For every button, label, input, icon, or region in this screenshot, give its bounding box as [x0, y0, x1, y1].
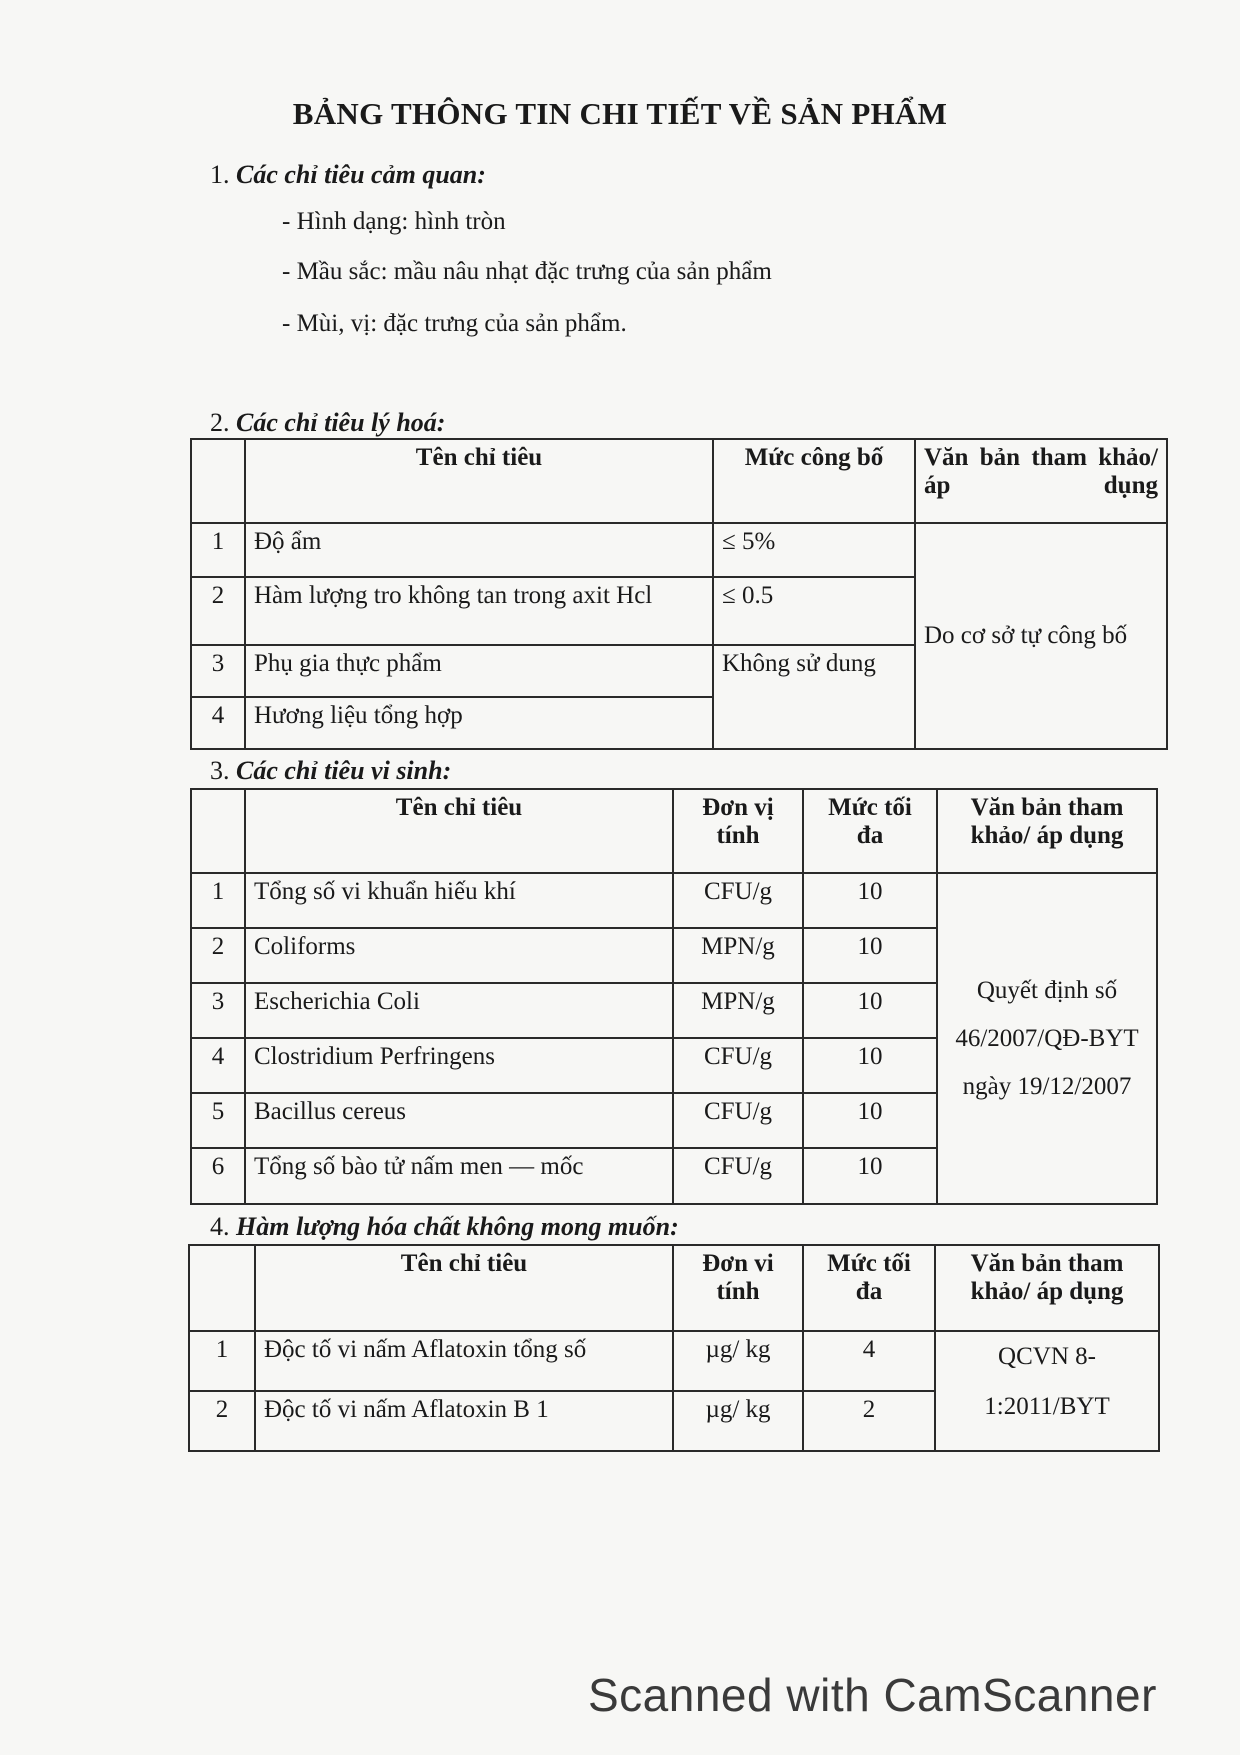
reference-cell: Do cơ sở tự công bố — [915, 523, 1167, 749]
table-row: 3 Phụ gia thực phẩm Không sử dung — [191, 645, 1167, 697]
col-name: Tên chỉ tiêu — [245, 439, 713, 523]
table-row: 2 Hàm lượng tro không tan trong axit Hcl ≤ 0.5 — [191, 577, 1167, 645]
table-row: 6 Tổng số bào tử nấm men — mốc CFU/g 10 — [191, 1148, 1157, 1204]
col-reference: Văn bản tham khảo/ áp dụng — [924, 444, 1158, 499]
table-header-row — [191, 789, 1157, 873]
col-level: Mức công bố — [713, 439, 915, 523]
microbiological-table — [190, 788, 1158, 1205]
sensory-taste: - Mùi, vị: đặc trưng của sản phẩm. — [282, 310, 627, 337]
col-name: Tên chỉ tiêu — [245, 789, 673, 873]
physicochemical-table — [190, 438, 1168, 750]
col-name: Tên chỉ tiêu — [255, 1245, 673, 1331]
section-1-heading: 1. Các chỉ tiêu cảm quan: — [210, 160, 486, 189]
table-row: 1 Độ ẩm ≤ 5% Do cơ sở tự công bố — [191, 523, 1167, 577]
section-2-heading: 2. Các chỉ tiêu lý hoá: — [210, 408, 446, 437]
sensory-color: - Mầu sắc: mầu nâu nhạt đặc trưng của sản phẩm — [282, 258, 772, 285]
table-row: 2 Độc tố vi nấm Aflatoxin B 1 µg/ kg 2 — [189, 1391, 1159, 1451]
col-max: Mức tối đa — [803, 1245, 935, 1331]
camscanner-watermark: Scanned with CamScanner — [588, 1669, 1157, 1721]
col-unit: Đơn vị tính — [673, 789, 803, 873]
section-4-heading: 4. Hàm lượng hóa chất không mong muốn: — [210, 1212, 679, 1241]
table-row: 4 Hương liệu tổng hợp — [191, 697, 1167, 749]
contaminants-table — [188, 1244, 1160, 1452]
table-row: 3 Escherichia Coli MPN/g 10 — [191, 983, 1157, 1038]
document-title: BẢNG THÔNG TIN CHI TIẾT VỀ SẢN PHẨM — [292, 96, 948, 131]
col-max: Mức tối đa — [803, 789, 937, 873]
table-row: 4 Clostridium Perfringens CFU/g 10 — [191, 1038, 1157, 1093]
section-3-heading: 3. Các chỉ tiêu vi sinh: — [210, 756, 452, 785]
table-row: 2 Coliforms MPN/g 10 — [191, 928, 1157, 983]
table-row: 5 Bacillus cereus CFU/g 10 — [191, 1093, 1157, 1148]
col-reference: Văn bản tham khảo/ áp dụng — [937, 789, 1157, 873]
table-header-row — [191, 439, 1167, 523]
reference-cell: QCVN 8-1:2011/BYT — [935, 1331, 1159, 1451]
reference-cell: Quyết định số 46/2007/QĐ-BYT ngày 19/12/2007 — [937, 873, 1157, 1204]
col-reference: Văn bản tham khảo/ áp dụng — [935, 1245, 1159, 1331]
sensory-shape: - Hình dạng: hình tròn — [282, 208, 506, 235]
table-row: 1 Độc tố vi nấm Aflatoxin tổng số µg/ kg 4 QCVN 8-1:2011/BYT — [189, 1331, 1159, 1391]
col-unit: Đơn vi tính — [673, 1245, 803, 1331]
table-header-row — [189, 1245, 1159, 1331]
table-row: 1 Tổng số vi khuẩn hiếu khí CFU/g 10 Quyết định số 46/2007/QĐ-BYT ngày 19/12/2007 — [191, 873, 1157, 928]
